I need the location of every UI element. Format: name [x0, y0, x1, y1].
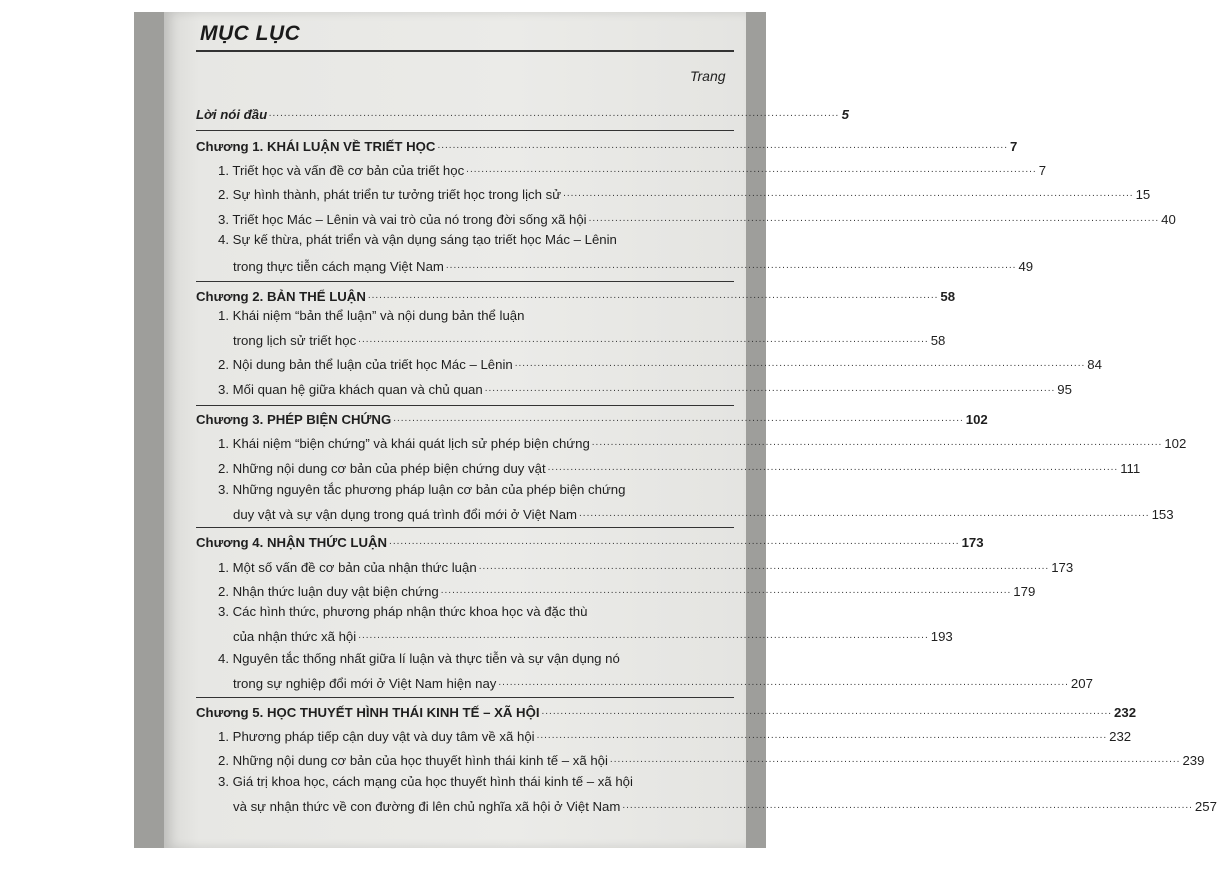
- toc-item-2-3[interactable]: [196, 377, 1072, 397]
- chapter-rule: [196, 697, 734, 698]
- toc-entry-preface[interactable]: [196, 102, 849, 122]
- leader-dots: .......................................................................................................................................................: [437, 140, 1008, 151]
- toc-item-4-4[interactable]: [196, 671, 1093, 691]
- toc-chapter-2[interactable]: [196, 284, 956, 304]
- chapter-page: 7: [1009, 139, 1018, 154]
- leader-dots: .......................................................................................................................................................: [440, 585, 1012, 596]
- item-label: của nhận thức xã hội: [233, 629, 357, 644]
- chapter-rule: [196, 130, 734, 131]
- toc-item-1-4[interactable]: [196, 254, 1034, 274]
- toc-item-4-2[interactable]: [196, 579, 1036, 599]
- leader-dots: .......................................................................................................................................................: [478, 561, 1050, 572]
- chapter-page: 232: [1114, 705, 1137, 720]
- item-page: 193: [930, 629, 953, 644]
- leader-dots: .......................................................................................................................................................: [563, 188, 1134, 199]
- item-label-line1: 3. Các hình thức, phương pháp nhận thức khoa học và đặc thù: [218, 604, 588, 619]
- toc-chapter-5[interactable]: [196, 700, 1137, 720]
- leader-dots: .......................................................................................................................................................: [536, 730, 1108, 741]
- chapter-label: Chương 3. PHÉP BIỆN CHỨNG: [196, 412, 392, 427]
- item-page: 40: [1161, 212, 1176, 227]
- item-page: 111: [1120, 461, 1141, 476]
- leader-dots: .......................................................................................................................................................: [514, 358, 1086, 369]
- leader-dots: .......................................................................................................................................................: [579, 508, 1150, 519]
- title-rule: [196, 50, 734, 52]
- item-page: 207: [1070, 676, 1093, 691]
- chapter-label: Chương 4. NHẬN THỨC LUẬN: [196, 535, 388, 550]
- item-label-line1: 4. Sự kế thừa, phát triển và vận dụng sáng tạo triết học Mác – Lênin: [218, 232, 617, 247]
- item-label: 2. Nhận thức luận duy vật biện chứng: [218, 584, 439, 599]
- item-page: 232: [1109, 729, 1132, 744]
- entry-label: Lời nói đầu: [196, 107, 268, 122]
- item-label-line1: 1. Khái niệm “bản thể luận” và nội dung bản thể luận: [218, 308, 525, 323]
- toc-item-2-1[interactable]: [196, 328, 946, 348]
- toc-item-4-3[interactable]: [196, 624, 953, 644]
- chapter-label: Chương 5. HỌC THUYẾT HÌNH THÁI KINH TẾ – XÃ HỘI: [196, 705, 540, 720]
- item-page: 153: [1151, 507, 1174, 522]
- leader-dots: .......................................................................................................................................................: [609, 754, 1181, 765]
- toc-item-3-3[interactable]: [196, 502, 1174, 522]
- item-label: 2. Sự hình thành, phát triển tư tưởng triết học trong lịch sử: [218, 187, 562, 202]
- item-page: 84: [1087, 357, 1102, 372]
- leader-dots: .......................................................................................................................................................: [547, 462, 1119, 473]
- chapter-rule: [196, 281, 734, 282]
- item-label: 1. Một số vấn đề cơ bản của nhận thức luận: [218, 560, 477, 575]
- toc-chapter-1[interactable]: [196, 134, 1018, 154]
- toc-item-5-2[interactable]: [196, 748, 1205, 768]
- item-page: 102: [1164, 436, 1187, 451]
- chapter-page: 58: [940, 289, 956, 304]
- toc-item-3-1[interactable]: [196, 431, 1187, 451]
- chapter-rule: [196, 527, 734, 528]
- chapter-label: Chương 2. BẢN THỂ LUẬN: [196, 289, 366, 304]
- leader-dots: .......................................................................................................................................................: [358, 334, 929, 345]
- chapter-label: Chương 1. KHÁI LUẬN VỀ TRIẾT HỌC: [196, 139, 436, 154]
- chapter-rule: [196, 405, 734, 406]
- leader-dots: .......................................................................................................................................................: [541, 706, 1113, 717]
- toc-chapter-4[interactable]: [196, 530, 984, 550]
- item-page: 257: [1194, 799, 1217, 814]
- item-label: 2. Những nội dung cơ bản của phép biện chứng duy vật: [218, 461, 546, 476]
- item-label: trong thực tiễn cách mạng Việt Nam: [233, 259, 444, 274]
- toc-item-1-3[interactable]: [196, 207, 1176, 227]
- leader-dots: .......................................................................................................................................................: [358, 630, 929, 641]
- item-page: 179: [1013, 584, 1036, 599]
- leader-dots: .......................................................................................................................................................: [591, 437, 1163, 448]
- item-label: 1. Triết học và vấn đề cơ bản của triết học: [218, 163, 465, 178]
- item-label: trong lịch sử triết học: [233, 333, 357, 348]
- toc-item-5-1[interactable]: [196, 724, 1132, 744]
- item-label-line1: 3. Những nguyên tắc phương pháp luận cơ bản của phép biện chứng: [218, 482, 626, 497]
- leader-dots: .......................................................................................................................................................: [588, 213, 1160, 224]
- item-label-line1: 4. Nguyên tắc thống nhất giữa lí luận và thực tiễn và sự vận dụng nó: [218, 651, 620, 666]
- toc-item-3-2[interactable]: [196, 456, 1141, 476]
- item-page: 15: [1135, 187, 1151, 202]
- leader-dots: .......................................................................................................................................................: [367, 290, 939, 301]
- item-label: và sự nhận thức về con đường đi lên chủ nghĩa xã hội ở Việt Nam: [233, 799, 621, 814]
- page-column-header: Trang: [690, 68, 726, 84]
- item-label: trong sự nghiệp đổi mới ở Việt Nam hiện nay: [233, 676, 497, 691]
- item-page: 58: [930, 333, 946, 348]
- item-label: 1. Khái niệm “biện chứng” và khái quát lịch sử phép biện chứng: [218, 436, 590, 451]
- item-page: 173: [1051, 560, 1074, 575]
- toc-item-2-2[interactable]: [196, 352, 1102, 372]
- item-label-line1: 3. Giá trị khoa học, cách mạng của học thuyết hình thái kinh tế – xã hội: [218, 774, 633, 789]
- chapter-page: 173: [961, 535, 984, 550]
- leader-dots: .......................................................................................................................................................: [622, 800, 1193, 811]
- toc-chapter-3[interactable]: [196, 407, 988, 427]
- toc-item-1-2[interactable]: [196, 182, 1151, 202]
- item-label: 3. Mối quan hệ giữa khách quan và chủ quan: [218, 382, 483, 397]
- toc-item-1-1[interactable]: [196, 158, 1047, 178]
- item-page: 239: [1182, 753, 1205, 768]
- item-label: duy vật và sự vận dụng trong quá trình đổi mới ở Việt Nam: [233, 507, 578, 522]
- item-label: 1. Phương pháp tiếp cận duy vật và duy tâm về xã hội: [218, 729, 535, 744]
- leader-dots: .......................................................................................................................................................: [498, 677, 1069, 688]
- leader-dots: .......................................................................................................................................................: [484, 383, 1056, 394]
- item-label: 2. Nội dung bản thể luận của triết học Mác – Lênin: [218, 357, 513, 372]
- chapter-page: 102: [965, 412, 988, 427]
- item-label: 3. Triết học Mác – Lênin và vai trò của nó trong đời sống xã hội: [218, 212, 587, 227]
- item-page: 49: [1018, 259, 1034, 274]
- toc-title: MỤC LỤC: [200, 22, 301, 45]
- leader-dots: .......................................................................................................................................................: [269, 108, 840, 119]
- item-label: 2. Những nội dung cơ bản của học thuyết hình thái kinh tế – xã hội: [218, 753, 608, 768]
- toc-item-5-3[interactable]: [196, 794, 1217, 814]
- leader-dots: .......................................................................................................................................................: [445, 260, 1017, 271]
- leader-dots: .......................................................................................................................................................: [389, 536, 960, 547]
- entry-page: 5: [841, 107, 849, 122]
- leader-dots: .......................................................................................................................................................: [393, 413, 964, 424]
- item-page: 7: [1038, 163, 1047, 178]
- toc-item-4-1[interactable]: [196, 555, 1074, 575]
- item-page: 95: [1057, 382, 1072, 397]
- leader-dots: .......................................................................................................................................................: [466, 164, 1037, 175]
